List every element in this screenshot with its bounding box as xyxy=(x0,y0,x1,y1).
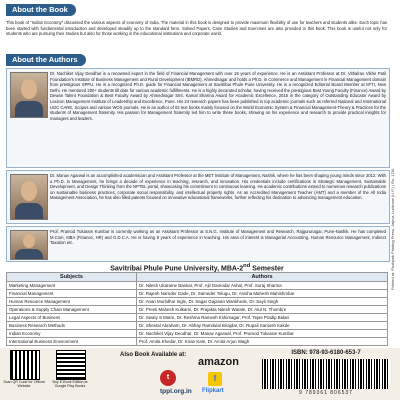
syllabus-title: Savitribai Phule Pune University, MBA-2nd Semester xyxy=(110,263,284,273)
qr1-caption: Scan QR Code for Official Website xyxy=(3,380,45,389)
table-row: Human Resource Management Dr. Anan Murlidhar Ingle, Dr. Sagar Gajanan Wankhede, Dr. Sayli Singh xyxy=(7,297,388,305)
author-card-1 xyxy=(6,68,390,168)
author-photo xyxy=(10,230,48,260)
about-authors-heading: About the Authors xyxy=(6,54,86,66)
author-bio: Prof. Pramod Tukaram Kumbar is currently working as an Assistant Professor at S.N.G. Institute of Management and Research, Rajgurunagar, Pune-Nashik. He has completed M.Com, MBA (Finance, HR) and G.D.C.A. He is having 8 years of experience in teaching. His area of interest is Managerial Accounting, Human Resource Management, Indirect Taxation etc. xyxy=(50,229,386,246)
qr-code-icon[interactable] xyxy=(56,350,86,380)
table-row: Financial Management Dr. Rajesh Narnder Gade, Dr. Sameder Telugu, Dr. Anisha Mahesh Mahishmbar xyxy=(7,289,388,297)
qr2-caption: Buy E-Book Edition at Google Play Books xyxy=(52,380,88,389)
author-photo xyxy=(10,72,48,118)
tppl-link[interactable]: tppl.org.in xyxy=(160,388,192,395)
about-book-text: This book of “Indian Economy” discussed the various aspects of economy of India. The material in this book is designed to provide maximum flexibility of use for teachers and students alike. Each topic has been started with fundamental introduction and developed steadily up to the standard form. Solved Papers, Case Studies and Exercises are also provided in this book. This book is useful not only for students who are pursuing their studies but also for those working in the educational institutions and corporate world. xyxy=(6,20,387,37)
table-row: Indian Economy Dr. Nachiket Vijay Deodhar, Dr. Manav Agarwal, Prof. Pramod Tukaram Kumbar xyxy=(7,329,388,337)
qr-code-icon[interactable] xyxy=(10,350,40,380)
barcode-number: 9 789361 806537 xyxy=(299,390,353,396)
barcode-icon xyxy=(262,359,390,389)
table-row: Operations & Supply Chain Management Dr. Preeti Mahesh Kulkarni, Dr. Prajakta Nitesh Warale, Dr. Atul N. Thombre xyxy=(7,305,388,313)
table-row: Legal Aspects of Business Dr. Swaty S Mutre, Dr. Reshma Ramesh Kshirsagar, Prof. Tejas Pradip Bidari xyxy=(7,313,388,321)
available-at: Also Book Available at: xyxy=(120,352,187,358)
author-photo xyxy=(10,174,48,220)
col-authors: Authors xyxy=(137,273,388,282)
footer xyxy=(0,348,400,400)
printer-sidebar-text: Printed at: Pushpak Printing Press, Jaipur, Lucknow (U.P.) | Rs. 178/- xyxy=(390,167,395,290)
table-row: Business Research Methods Dr. Sheetal Abraham, Dr. Abhay Ramdulal Birajdar, Dr. Rupali Santosh Kakde xyxy=(7,321,388,329)
table-row: International Business Environment Prof. Amita Khedar, Dr. Kiran Kale, Dr. Amita Arjun Wagh xyxy=(7,337,388,345)
isbn-label: ISBN: 978-93-6180-653-7 xyxy=(291,350,361,356)
table-row: Marketing Management Dr. Nilesh Ukarame Bankar, Prof. Ajit Damodar Ashal, Prof. Suraj Sharma xyxy=(7,282,388,290)
tppl-logo-icon: t xyxy=(160,370,176,386)
author-bio: Dr. Manav Agarwal is an accomplished academician and Assistant Professor at the MET Institute of Management, Nashik, where he has been shaping young minds since 2012. With a Ph.D. in Management, he brings a decade of experience in teaching, research, and innovation. His credentials include certifications in Strategic Management, Sustainable Development, and Design Thinking from the NPTEL portal, showcasing his commitment to continuous learning. He academic contributions extend to numerous research publications on sustainable business practices, corporate social responsibility, and intellectual property rights. As an Accredited Management Teacher (AMT) and a member of the All India Management Association, he has also filled patents focused on innovative educational frameworks, further reflecting his dedication to advancing management education. xyxy=(50,173,386,201)
author-card-3 xyxy=(6,226,390,262)
flipkart-icon: f xyxy=(208,372,222,386)
amazon-logo[interactable]: amazon xyxy=(198,356,239,368)
author-card-2 xyxy=(6,170,390,224)
col-subjects: Subjects xyxy=(7,273,137,282)
flipkart-logo[interactable]: Flipkart xyxy=(202,388,224,394)
author-bio: Dr. Nachiket Vijay Deodhar is a renowned expert in the field of Financial Management with over 15 years of experience. He is an Assistant Professor at Dr. Vithalrao Vikhe Patil Foundation’s Institute of Business Management and Rural Development (IBMRD), Ahmednagar and holds a Ph.D. in Commerce and Management in Financial Management domain from prestigious SPPU. He is a recognized Ph.D. guide for Financial Management at Savitribai Phule Pune University. He is a recognized Editorial Board Member at IIFTI, New Delhi. He mentored 200+ students till date for various academic fulfillments. He is a highly decorated scholar, having received the prestigious Best Young Faculty (Finance) Award by Dewan Talent Foundation & Best Faculty Award by Ahmednagar Smt. Kamal Sharma Award for Academic Excellence, 2016 in the category of Outstanding Educator Award by Lexicon Management Institute of Leadership and Excellence, Pune. His 24 research papers has been published in top academic journals such as referred National and International UGC CARE, Scopus and various WOS journals. He is an author of 02 text books mainly focused on the World Economic System & Financial Management-Theory & Practices for the students of Management fraternity. His passion for Management fraternity led him to write these books, showing on his experience and research to provide practical insights for managers and leaders. xyxy=(50,71,386,121)
about-book-heading: About the Book xyxy=(6,4,76,16)
syllabus-table xyxy=(6,272,388,346)
